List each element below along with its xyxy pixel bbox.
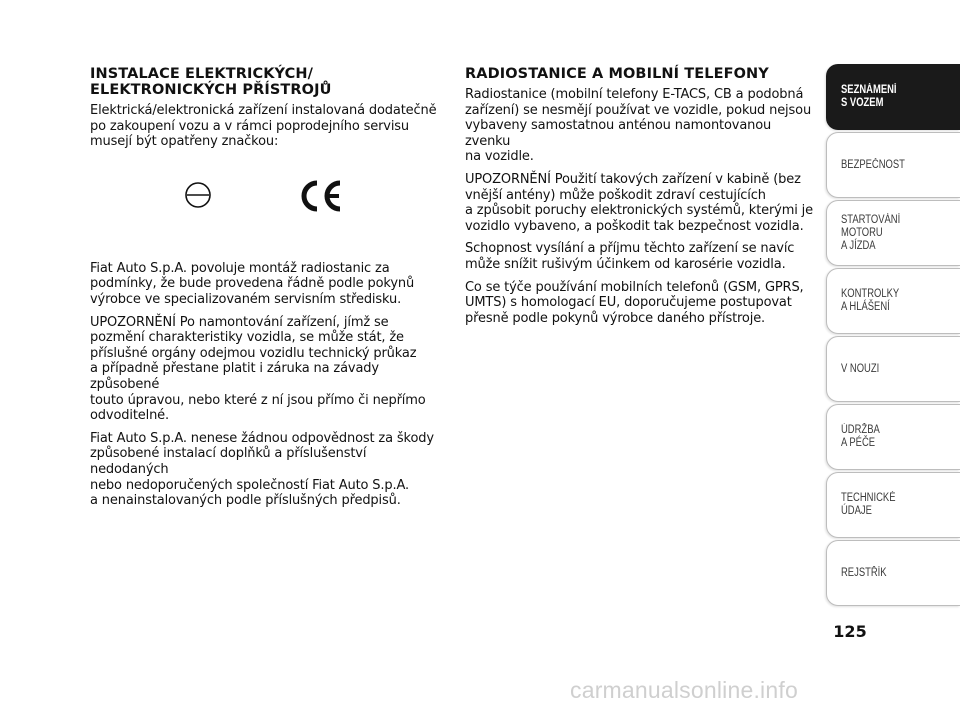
heading-line-2: ELEKTRONICKÝCH PŘÍSTROJŮ: [90, 82, 332, 98]
certification-marks: [90, 157, 440, 249]
tab-v-nouzi[interactable]: [826, 336, 960, 402]
tab-label: KONTROLKY A HLÁŠENÍ: [841, 288, 900, 313]
tab-startovani[interactable]: [826, 200, 960, 266]
tab-label: STARTOVÁNÍ MOTORU A JÍZDA: [841, 213, 901, 252]
section-heading-electrical: [90, 66, 440, 98]
left-column: [90, 66, 440, 516]
watermark: carmanualsonline.info: [570, 677, 798, 703]
paragraph-reception: Schopnost vysílání a příjmu těchto zařízení se navíc může snížit rušivým účinkem od karosérie vozidla.: [465, 241, 795, 272]
tab-label: ÚDRŽBA A PÉČE: [841, 424, 880, 449]
tab-technicke-udaje[interactable]: [826, 472, 960, 538]
tab-label: TECHNICKÉ ÚDAJE: [841, 492, 896, 517]
paragraph-liability: Fiat Auto S.p.A. nenese žádnou odpovědnost za škody způsobené instalací doplňků a příslušenství nedodaných nebo nedoporučených společností Fiat Auto S.p.A. a nenainstalovaných podle příslušných předpisů.: [90, 430, 434, 509]
section-heading-radio: RADIOSTANICE A MOBILNÍ TELEFONY: [465, 66, 769, 82]
tab-label: V NOUZI: [841, 362, 880, 375]
paragraph-warning-cabin: UPOZORNĚNÍ Použití takových zařízení v kabině (bez vnější antény) může poškodit zdraví cestujících a způsobit poruchy elektronických systémů, kterými je vozidlo vybaveno, a poškodit tak bezpečnost vozidla.: [465, 171, 813, 234]
ce-mark-icon: [298, 179, 344, 213]
paragraph-radio-antenna: Radiostanice (mobilní telefony E-TACS, CB a podobná zařízení) se nesmějí používat ve vozidle, pokud nejsou vybaveny samostatnou anténou namontovanou zvenku na vozidle.: [465, 87, 812, 165]
tab-label: REJSTŘÍK: [841, 566, 887, 579]
tab-udrzba[interactable]: [826, 404, 960, 470]
paragraph-mobile-phones: Co se týče používání mobilních telefonů (GSM, GPRS, UMTS) s homologací EU, doporučujeme postupovat přesně podle pokynů výrobce daného přístroje.: [465, 279, 804, 326]
heading-line-1: INSTALACE ELEKTRICKÝCH/: [90, 66, 313, 82]
e-mark-icon: [184, 181, 212, 209]
paragraph-warning-modification: UPOZORNĚNÍ Po namontování zařízení, jímž se pozmění charakteristiky vozidla, se může stát, že příslušné orgány odejmou vozidlu technický průkaz a případně přestane platit i záruka na závady způsobené touto úpravou, nebo které z ní jsou přímo či nepřímo odvoditelné.: [90, 314, 426, 424]
chapter-tabs: [826, 64, 960, 608]
tab-rejstrik[interactable]: [826, 540, 960, 606]
tab-label: SEZNÁMENÍ S VOZEM: [841, 84, 897, 109]
paragraph-approval: Fiat Auto S.p.A. povoluje montáž radiostanic za podmínky, že bude provedena řádně podle pokynů výrobce ve specializovaném servisním středisku.: [90, 260, 415, 307]
tab-kontrolky[interactable]: [826, 268, 960, 334]
right-column: [465, 66, 815, 333]
paragraph-marking: Elektrická/elektronická zařízení instalovaná dodatečně po zakoupení vozu a v rámci poprodejního servisu musejí být opatřeny značkou:: [90, 103, 437, 150]
page-number: 125: [833, 622, 867, 641]
tab-label: BEZPEČNOST: [841, 158, 905, 171]
tab-bezpecnost[interactable]: [826, 132, 960, 198]
tab-seznameni[interactable]: [826, 64, 960, 130]
